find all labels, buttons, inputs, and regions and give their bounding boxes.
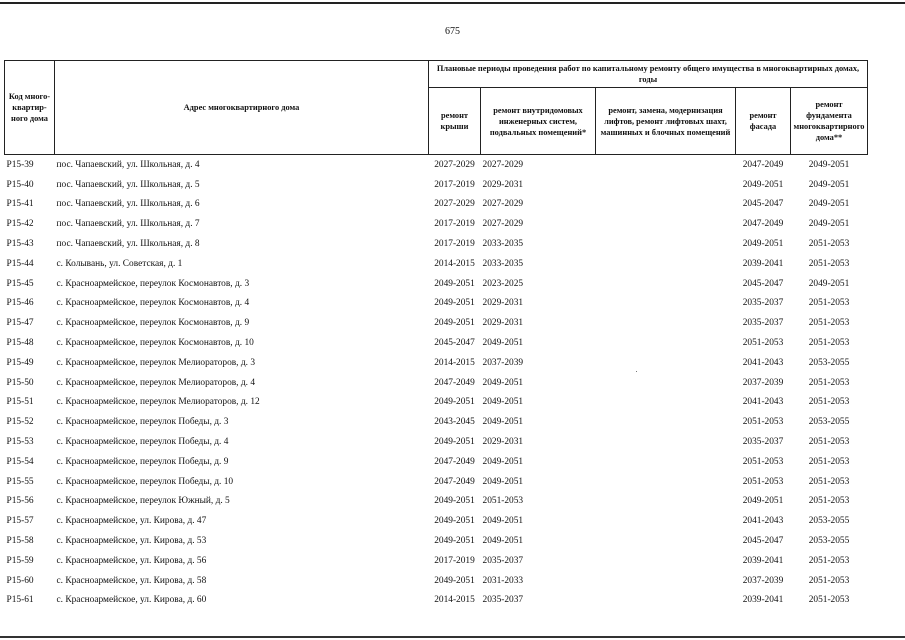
row-address: с. Красноармейское, переулок Победы, д. 3: [56, 417, 229, 428]
row-address: пос. Чапаевский, ул. Школьная, д. 8: [56, 239, 200, 250]
row-systems: 2049-2051: [482, 516, 524, 527]
row-code: P15-45: [6, 278, 34, 289]
table-row: [5, 155, 868, 175]
row-roof: 2027-2029: [434, 199, 475, 210]
row-facade: 2049-2051: [742, 239, 784, 250]
row-foundation: 2051-2053: [808, 318, 850, 329]
row-foundation: 2053-2055: [808, 357, 850, 368]
header-address: Адрес многоквартирного дома: [55, 61, 429, 155]
row-lifts: [596, 254, 736, 274]
table-row: [5, 412, 868, 432]
row-foundation: 2049-2051: [808, 199, 850, 210]
row-roof: 2049-2051: [434, 536, 475, 547]
header-engineering-systems: ремонт внутридомовых инженерных систем, подвальных помещений*: [481, 88, 596, 155]
row-foundation: 2051-2053: [808, 298, 850, 309]
table-row: [5, 432, 868, 452]
row-roof: 2017-2019: [434, 239, 475, 250]
row-lifts: [596, 274, 736, 294]
row-facade: 2045-2047: [742, 536, 784, 547]
row-lifts: [596, 551, 736, 571]
row-foundation: 2051-2053: [808, 258, 850, 269]
row-code: P15-51: [6, 397, 34, 408]
header-facade: ремонт фасада: [736, 88, 791, 155]
row-foundation: 2053-2055: [808, 516, 850, 527]
row-code: P15-60: [6, 575, 34, 586]
row-address: пос. Чапаевский, ул. Школьная, д. 7: [56, 219, 200, 230]
table-row: [5, 591, 868, 611]
header-lifts: ремонт, замена, модернизация лифтов, ремонт лифтовых шахт, машинных и блочных помещений: [596, 88, 736, 155]
row-lifts: [596, 571, 736, 591]
row-address: с. Красноармейское, ул. Кирова, д. 58: [56, 575, 207, 586]
row-foundation: 2051-2053: [808, 397, 850, 408]
row-roof: 2049-2051: [434, 318, 475, 329]
row-foundation: 2051-2053: [808, 555, 850, 566]
row-code: P15-52: [6, 417, 34, 428]
row-systems: 2033-2035: [482, 258, 524, 269]
table-row: [5, 492, 868, 512]
scan-speck: [636, 371, 637, 372]
row-facade: 2049-2051: [742, 496, 784, 507]
row-systems: 2049-2051: [482, 377, 524, 388]
row-facade: 2041-2043: [742, 357, 784, 368]
row-roof: 2027-2029: [434, 159, 475, 170]
row-lifts: [596, 373, 736, 393]
row-address: с. Красноармейское, переулок Победы, д. 4: [56, 437, 229, 448]
row-systems: 2027-2029: [482, 199, 524, 210]
row-roof: 2043-2045: [434, 417, 475, 428]
row-code: P15-49: [6, 357, 34, 368]
row-lifts: [596, 175, 736, 195]
row-facade: 2051-2053: [742, 338, 784, 349]
row-address: с. Красноармейское, ул. Кирова, д. 60: [56, 595, 207, 606]
table-row: [5, 175, 868, 195]
row-facade: 2039-2041: [742, 555, 784, 566]
table-row: [5, 571, 868, 591]
row-address: с. Красноармейское, ул. Кирова, д. 47: [56, 516, 207, 527]
row-code: P15-58: [6, 536, 34, 547]
row-code: P15-39: [6, 159, 34, 170]
row-facade: 2047-2049: [742, 159, 784, 170]
table-row: [5, 274, 868, 294]
row-code: P15-53: [6, 437, 34, 448]
row-code: P15-54: [6, 456, 34, 467]
page-number: 675: [445, 26, 460, 37]
row-foundation: 2051-2053: [808, 338, 850, 349]
table-row: [5, 393, 868, 413]
top-border-line: [0, 2, 905, 4]
row-address: пос. Чапаевский, ул. Школьная, д. 5: [56, 179, 200, 190]
row-address: с. Красноармейское, ул. Кирова, д. 53: [56, 536, 207, 547]
row-address: пос. Чапаевский, ул. Школьная, д. 4: [56, 159, 200, 170]
row-systems: 2049-2051: [482, 476, 524, 487]
row-address: пос. Чапаевский, ул. Школьная, д. 6: [56, 199, 200, 210]
table-row: [5, 551, 868, 571]
row-roof: 2049-2051: [434, 437, 475, 448]
row-roof: 2049-2051: [434, 516, 475, 527]
row-code: P15-61: [6, 595, 34, 606]
row-systems: 2029-2031: [482, 179, 524, 190]
row-address: с. Красноармейское, переулок Космонавтов, д. 3: [56, 278, 250, 289]
row-systems: 2029-2031: [482, 437, 524, 448]
row-foundation: 2051-2053: [808, 456, 850, 467]
header-planned-periods: Плановые периоды проведения работ по капитальному ремонту общего имущества в многоквартирных домах, годы: [429, 61, 868, 88]
row-address: с. Красноармейское, переулок Мелиораторов, д. 4: [56, 377, 256, 388]
row-foundation: 2053-2055: [808, 417, 850, 428]
table-row: [5, 214, 868, 234]
row-address: с. Красноармейское, ул. Кирова, д. 56: [56, 555, 207, 566]
row-foundation: 2051-2053: [808, 476, 850, 487]
row-foundation: 2051-2053: [808, 595, 850, 606]
row-lifts: [596, 313, 736, 333]
row-foundation: 2051-2053: [808, 496, 850, 507]
row-facade: 2041-2043: [742, 516, 784, 527]
row-code: P15-46: [6, 298, 34, 309]
row-lifts: [596, 452, 736, 472]
row-facade: 2051-2053: [742, 456, 784, 467]
row-lifts: [596, 432, 736, 452]
table-row: [5, 195, 868, 215]
row-systems: 2051-2053: [482, 496, 524, 507]
row-systems: 2049-2051: [482, 456, 524, 467]
row-lifts: [596, 214, 736, 234]
row-systems: 2037-2039: [482, 357, 524, 368]
table-row: [5, 234, 868, 254]
row-facade: 2051-2053: [742, 417, 784, 428]
row-facade: 2049-2051: [742, 179, 784, 190]
header-code: Код много-квартир-ного дома: [5, 61, 55, 155]
row-lifts: [596, 393, 736, 413]
row-foundation: 2049-2051: [808, 179, 850, 190]
row-foundation: 2051-2053: [808, 575, 850, 586]
table-row: [5, 254, 868, 274]
table-row: [5, 452, 868, 472]
table-row: [5, 472, 868, 492]
row-roof: 2049-2051: [434, 397, 475, 408]
row-systems: 2049-2051: [482, 417, 524, 428]
row-lifts: [596, 234, 736, 254]
row-roof: 2014-2015: [434, 258, 475, 269]
row-roof: 2047-2049: [434, 476, 475, 487]
row-roof: 2014-2015: [434, 357, 475, 368]
table-row: [5, 373, 868, 393]
row-roof: 2014-2015: [434, 595, 475, 606]
row-systems: 2049-2051: [482, 338, 524, 349]
row-address: с. Красноармейское, переулок Космонавтов, д. 9: [56, 318, 250, 329]
row-roof: 2047-2049: [434, 377, 475, 388]
row-code: P15-48: [6, 338, 34, 349]
row-systems: 2027-2029: [482, 159, 524, 170]
row-foundation: 2049-2051: [808, 159, 850, 170]
row-lifts: [596, 531, 736, 551]
row-foundation: 2049-2051: [808, 278, 850, 289]
row-address: с. Красноармейское, переулок Победы, д. 10: [56, 476, 234, 487]
table-row: [5, 353, 868, 373]
row-lifts: [596, 353, 736, 373]
row-code: P15-57: [6, 516, 34, 527]
row-lifts: [596, 195, 736, 215]
row-lifts: [596, 472, 736, 492]
header-foundation: ремонт фундамента многоквартирного дома**: [791, 88, 868, 155]
row-lifts: [596, 155, 736, 175]
row-facade: 2051-2053: [742, 476, 784, 487]
row-facade: 2045-2047: [742, 278, 784, 289]
row-facade: 2045-2047: [742, 199, 784, 210]
row-code: P15-43: [6, 239, 34, 250]
row-address: с. Красноармейское, переулок Мелиораторов, д. 3: [56, 357, 256, 368]
row-lifts: [596, 294, 736, 314]
row-systems: 2031-2033: [482, 575, 524, 586]
row-roof: 2049-2051: [434, 278, 475, 289]
row-address: с. Красноармейское, переулок Космонавтов, д. 4: [56, 298, 250, 309]
row-lifts: [596, 412, 736, 432]
row-code: P15-50: [6, 377, 34, 388]
header-roof: ремонт крыши: [429, 88, 481, 155]
row-lifts: [596, 492, 736, 512]
table-row: [5, 511, 868, 531]
row-facade: 2035-2037: [742, 318, 784, 329]
row-code: P15-44: [6, 258, 34, 269]
row-code: P15-40: [6, 179, 34, 190]
bottom-border-line: [0, 636, 905, 638]
row-foundation: 2049-2051: [808, 219, 850, 230]
table-row: [5, 333, 868, 353]
row-facade: 2039-2041: [742, 258, 784, 269]
row-facade: 2047-2049: [742, 219, 784, 230]
row-facade: 2041-2043: [742, 397, 784, 408]
row-systems: 2035-2037: [482, 595, 524, 606]
row-systems: 2035-2037: [482, 555, 524, 566]
table-row: [5, 313, 868, 333]
row-foundation: 2051-2053: [808, 239, 850, 250]
row-roof: 2017-2019: [434, 219, 475, 230]
row-roof: 2049-2051: [434, 496, 475, 507]
row-foundation: 2051-2053: [808, 437, 850, 448]
row-facade: 2035-2037: [742, 437, 784, 448]
row-systems: 2023-2025: [482, 278, 524, 289]
row-systems: 2029-2031: [482, 318, 524, 329]
row-roof: 2047-2049: [434, 456, 475, 467]
row-roof: 2045-2047: [434, 338, 475, 349]
row-facade: 2037-2039: [742, 575, 784, 586]
row-foundation: 2051-2053: [808, 377, 850, 388]
row-facade: 2039-2041: [742, 595, 784, 606]
row-systems: 2029-2031: [482, 298, 524, 309]
row-lifts: [596, 591, 736, 611]
row-lifts: [596, 511, 736, 531]
row-lifts: [596, 333, 736, 353]
row-address: с. Красноармейское, переулок Мелиораторов, д. 12: [56, 397, 260, 408]
row-code: P15-59: [6, 555, 34, 566]
row-roof: 2049-2051: [434, 575, 475, 586]
row-systems: 2033-2035: [482, 239, 524, 250]
table-row: [5, 294, 868, 314]
repair-schedule-table: [4, 60, 868, 610]
row-systems: 2049-2051: [482, 536, 524, 547]
row-code: P15-47: [6, 318, 34, 329]
table-row: [5, 531, 868, 551]
row-code: P15-55: [6, 476, 34, 487]
row-facade: 2035-2037: [742, 298, 784, 309]
row-address: с. Красноармейское, переулок Победы, д. 9: [56, 456, 229, 467]
row-address: с. Колывань, ул. Советская, д. 1: [56, 258, 183, 269]
row-roof: 2017-2019: [434, 179, 475, 190]
table-header: [5, 61, 868, 155]
row-code: P15-42: [6, 219, 34, 230]
row-address: с. Красноармейское, переулок Космонавтов, д. 10: [56, 338, 254, 349]
row-code: P15-41: [6, 199, 34, 210]
row-systems: 2049-2051: [482, 397, 524, 408]
row-facade: 2037-2039: [742, 377, 784, 388]
row-systems: 2027-2029: [482, 219, 524, 230]
table-body: [5, 155, 868, 611]
row-roof: 2017-2019: [434, 555, 475, 566]
row-address: с. Красноармейское, переулок Южный, д. 5: [56, 496, 230, 507]
row-code: P15-56: [6, 496, 34, 507]
row-roof: 2049-2051: [434, 298, 475, 309]
row-foundation: 2053-2055: [808, 536, 850, 547]
